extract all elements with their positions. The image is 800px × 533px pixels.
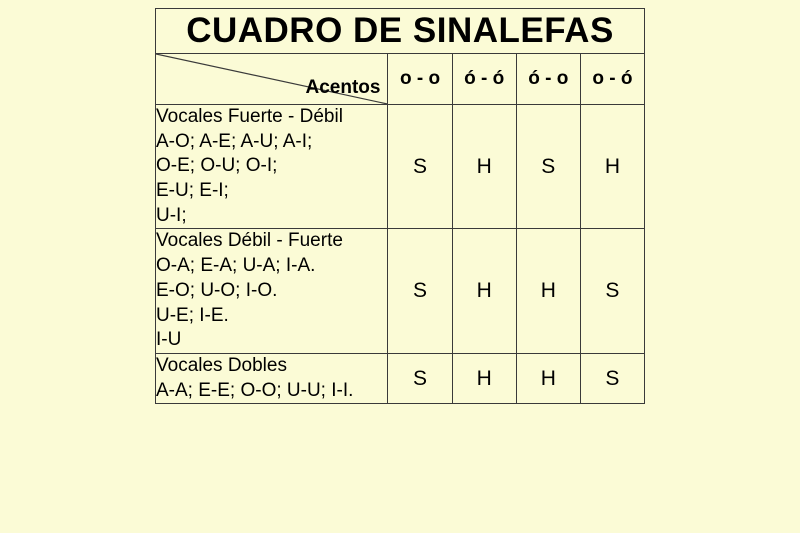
page-title: CUADRO DE SINALEFAS [186,10,614,50]
header-corner-cell [156,54,388,105]
row-title: Vocales Débil - Fuerte [156,230,343,252]
row-value-cell: H [452,353,516,403]
row-value-cell: S [388,353,452,403]
row-line: A-A; E-E; O-O; U-U; I-I. [156,379,354,401]
table-row [156,229,645,353]
row-value-cell: S [388,229,452,353]
row-title: Vocales Dobles [156,354,287,376]
row-line: U-I; [156,204,187,226]
header-corner-label: Acentos [305,77,381,98]
sinalefas-table [155,8,645,404]
row-value-cell: H [452,229,516,353]
header-col-4: o - ó [580,54,644,105]
table-header-row [156,54,645,105]
row-value-cell: S [580,353,644,403]
header-col-1: o - o [388,54,452,105]
row-label-cell [156,229,388,353]
sinalefas-table-container [155,8,645,404]
row-value-cell: S [580,229,644,353]
row-line: O-E; O-U; O-I; [156,155,278,177]
header-col-3: ó - o [516,54,580,105]
table-title-cell [156,9,645,54]
row-title: Vocales Fuerte - Débil [156,106,343,127]
row-value-cell: S [388,105,452,229]
row-line: E-O; U-O; I-O. [156,279,278,301]
row-line: E-U; E-I; [156,180,229,202]
row-label-cell [156,353,388,403]
row-line: U-E; I-E. [156,304,229,326]
row-value-cell: H [580,105,644,229]
row-line: O-A; E-A; U-A; I-A. [156,255,316,277]
table-title-row [156,9,645,54]
header-col-2: ó - ó [452,54,516,105]
row-value-cell: H [516,353,580,403]
row-value-cell: S [516,105,580,229]
row-value-cell: H [516,229,580,353]
row-value-cell: H [452,105,516,229]
row-line: I-U [156,329,182,351]
table-row [156,353,645,403]
row-label-cell [156,105,388,229]
row-line: A-O; A-E; A-U; A-I; [156,130,313,152]
table-row [156,105,645,229]
